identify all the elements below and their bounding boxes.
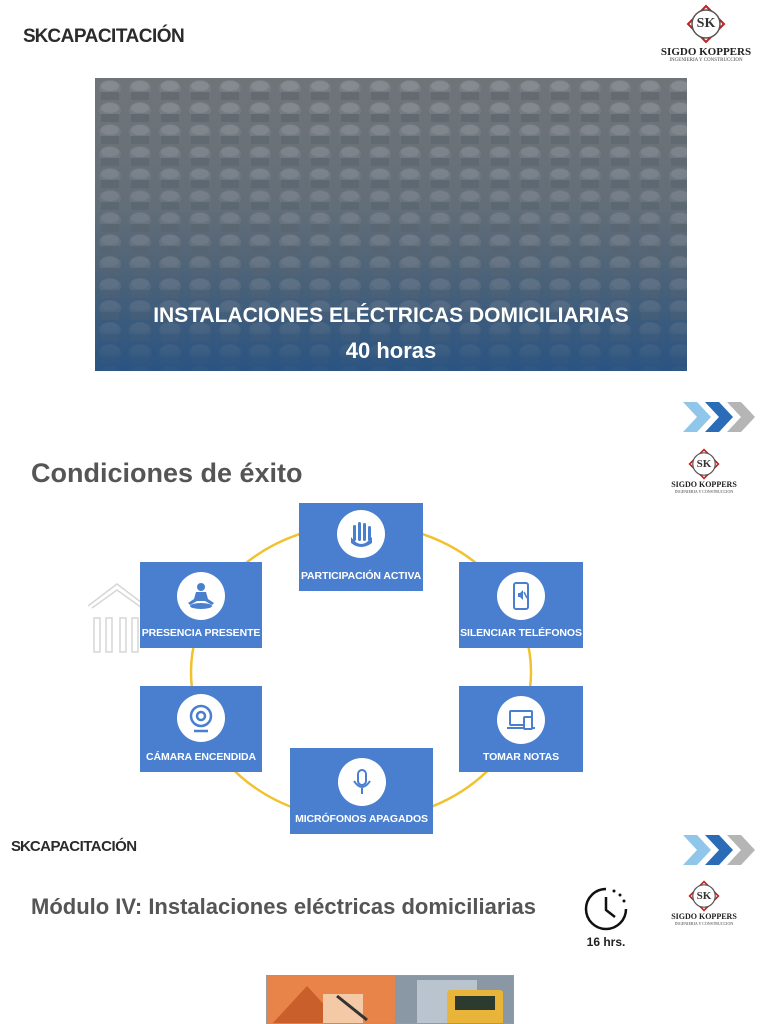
company-tagline-3: INGENIERIA Y CONSTRUCCION — [674, 921, 734, 926]
card-label: MICRÓFONOS APAGADOS — [295, 813, 428, 825]
card-label: SILENCIAR TELÉFONOS — [460, 627, 582, 639]
sk-badge-3 — [688, 880, 720, 912]
company-name-3: SIGDO KOPPERS — [671, 912, 737, 921]
card-label: CÁMARA ENCENDIDA — [145, 751, 256, 763]
card-participacion-activa — [299, 503, 423, 591]
badge-text: SK — [696, 16, 716, 31]
duration-indicator — [578, 885, 634, 949]
module-heading: Módulo IV: Instalaciones eléctricas domiciliarias — [31, 894, 536, 919]
meditation-icon — [177, 572, 225, 620]
raised-hands-icon — [337, 510, 385, 558]
brand-name-2: CAPACITACIÓN — [29, 838, 137, 855]
badge-text-2: SK — [696, 458, 712, 470]
brand-logo-2 — [11, 838, 137, 855]
card-silenciar-telefonos — [459, 562, 583, 648]
sigdo-koppers-logo-2 — [664, 448, 744, 494]
card-presencia-presente — [140, 562, 262, 648]
microphone-icon — [338, 758, 386, 806]
company-name-2: SIGDO KOPPERS — [671, 480, 737, 489]
sigdo-koppers-logo-3 — [664, 880, 744, 926]
brand-name: CAPACITACIÓN — [47, 26, 185, 47]
sk-badge-2 — [688, 448, 720, 480]
company-tagline-2: INGENIERIA Y CONSTRUCCION — [674, 489, 734, 494]
clock-icon — [582, 885, 630, 933]
sigdo-koppers-logo — [654, 4, 758, 63]
card-label: TOMAR NOTAS — [482, 751, 560, 763]
devices-icon — [497, 696, 545, 744]
next-arrows-icon — [683, 400, 759, 434]
brand-sk-2: SK — [11, 838, 30, 855]
hero-banner — [95, 78, 687, 371]
brand-logo — [23, 26, 184, 48]
badge-text-3: SK — [696, 890, 712, 902]
muted-phone-icon — [497, 572, 545, 620]
card-label: PRESENCIA PRESENTE — [141, 627, 261, 639]
next-arrows-icon-2 — [683, 833, 759, 867]
success-conditions-heading: Condiciones de éxito — [31, 458, 303, 488]
brand-sk: SK — [23, 26, 48, 47]
module-image — [266, 975, 514, 1024]
webcam-icon — [177, 694, 225, 742]
card-label: PARTICIPACIÓN ACTIVA — [300, 570, 422, 582]
card-microfonos-apagados — [290, 748, 433, 834]
sk-badge — [686, 4, 726, 44]
card-camara-encendida — [140, 686, 262, 772]
company-name: SIGDO KOPPERS — [660, 46, 752, 58]
card-tomar-notas — [459, 686, 583, 772]
course-title: INSTALACIONES ELÉCTRICAS DOMICILIARIAS — [153, 304, 629, 327]
course-hours: 40 horas — [345, 338, 437, 363]
company-tagline: INGENIERIA Y CONSTRUCCION — [669, 58, 743, 63]
building-watermark-icon — [86, 578, 148, 656]
duration-label: 16 hrs. — [586, 935, 626, 949]
